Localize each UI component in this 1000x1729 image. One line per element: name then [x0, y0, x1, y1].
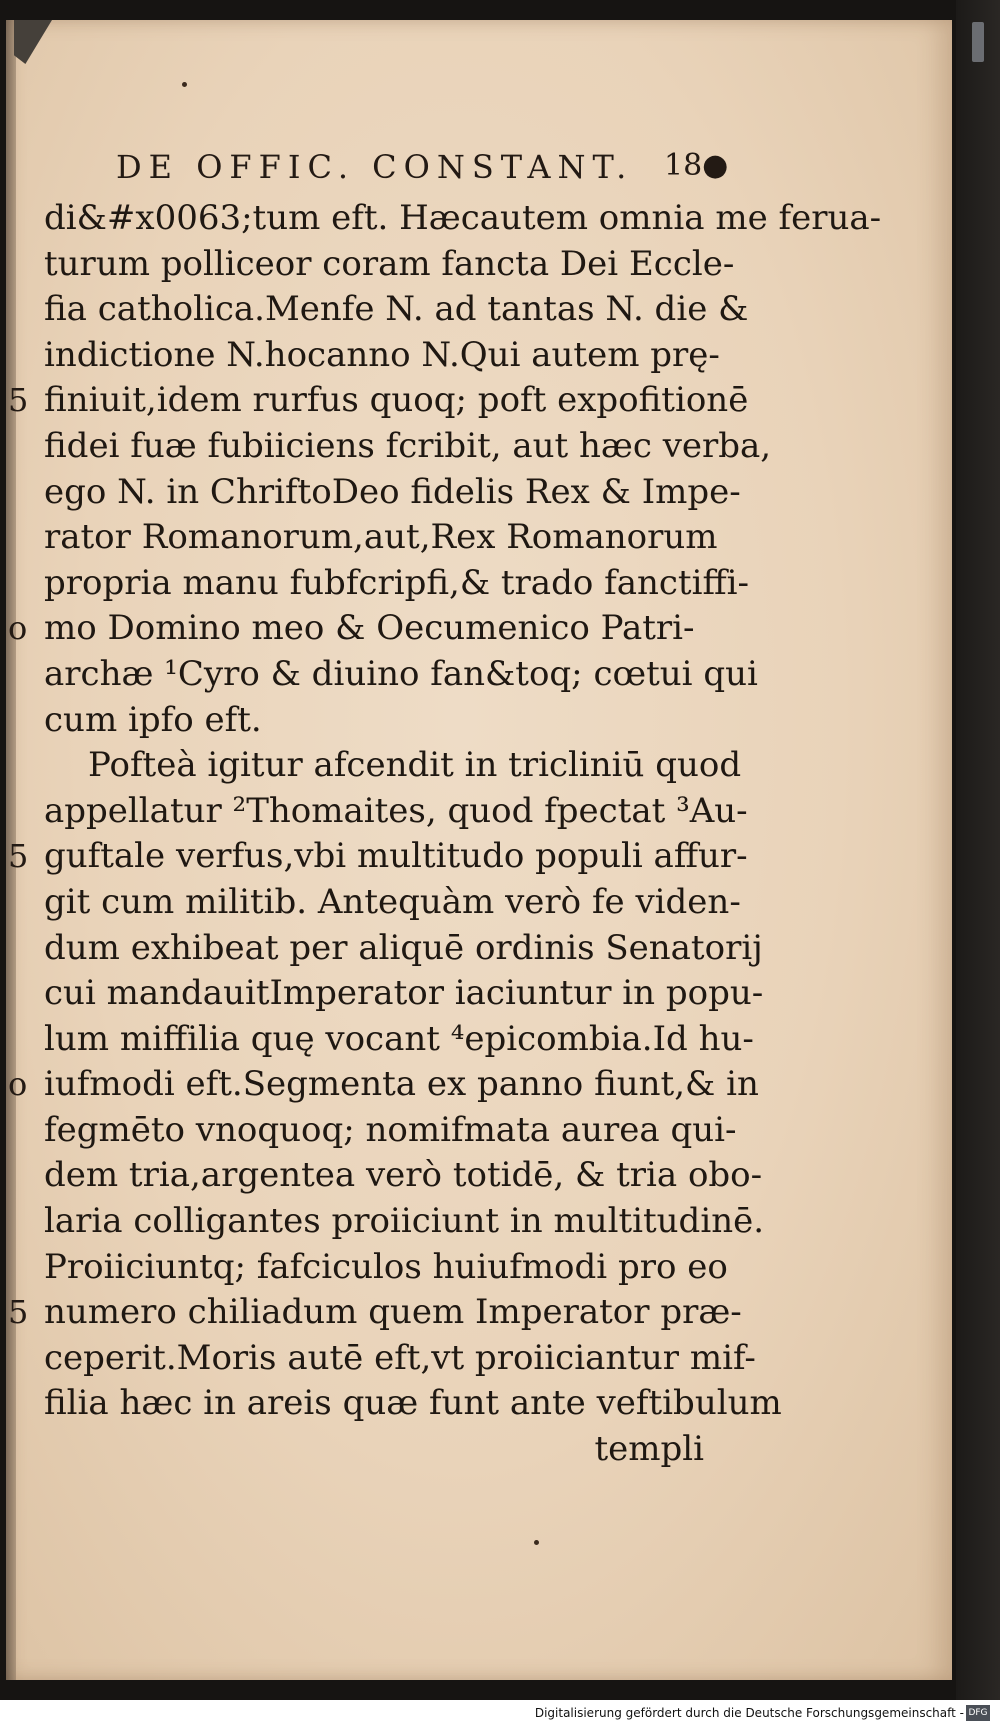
- text-line: indictione N.hocanno N.Qui autem prę-: [44, 334, 720, 375]
- text-line: iufmodi eft.Segmenta ex panno fiunt,& in: [44, 1064, 759, 1105]
- text-line: numero chiliadum quem Imperator præ-: [44, 1292, 742, 1333]
- margin-number: o: [8, 609, 28, 647]
- footer-credit: Digitalisierung gefördert durch die Deutsche Forschungsgemeinschaft -: [534, 1706, 964, 1720]
- text-line: finiuit,idem rurfus quoq; poft expofitionē: [44, 380, 749, 421]
- text-line: propria manu fubfcripfi,& trado fanctiffi-: [44, 562, 749, 603]
- text-line: Pofteà igitur afcendit in tricliniū quod: [88, 745, 742, 786]
- page-corner-mark: [14, 20, 52, 64]
- text-line: lum miffilia quę vocant ⁴epicombia.Id hu-: [44, 1018, 754, 1059]
- text-line: fidei fuæ fubiiciens fcribit, aut hæc verba,: [44, 425, 772, 466]
- text-line: mo Domino meo & Oecumenico Patri-: [44, 608, 695, 649]
- ink-speck: [182, 82, 187, 87]
- text-line: ceperit.Moris autē eft,vt proiiciantur mif-: [44, 1337, 756, 1378]
- text-line: Proiiciuntq; fafciculos huiufmodi pro eo: [44, 1246, 728, 1287]
- text-line: guftale verfus,vbi multitudo populi affur-: [44, 836, 748, 877]
- book-edge-shadow: [956, 0, 1000, 1700]
- text-line: archæ ¹Cyro & diuino fan&toq; cœtui qui: [44, 653, 758, 694]
- text-line: dum exhibeat per aliquē ordinis Senatorij: [44, 927, 763, 968]
- ink-speck: [534, 1540, 539, 1545]
- book-page: [6, 20, 952, 1680]
- text-line: cum ipfo eft.: [44, 699, 262, 740]
- body-text: [44, 196, 882, 1473]
- running-head-title: DE OFFIC. CONSTANT.: [116, 148, 634, 186]
- text-line: ego N. in ChriftoDeo fidelis Rex & Impe-: [44, 471, 741, 512]
- text-line: cui mandauitImperator iaciuntur in popu-: [44, 973, 764, 1014]
- text-line: di&#x0063;tum eft. Hæcautem omnia me ferua-: [44, 198, 882, 238]
- text-line: appellatur ²Thomaites, quod fpectat ³Au-: [44, 790, 748, 831]
- margin-number: 5: [8, 1293, 29, 1331]
- text-line: dem tria,argentea verò totidē, & tria obo-: [44, 1155, 763, 1196]
- text-line: filia hæc in areis quæ funt ante veftibulum: [44, 1383, 782, 1424]
- margin-number: 5: [8, 837, 29, 875]
- text-line: fegmēto vnoquoq; nomifmata aurea qui-: [44, 1109, 737, 1150]
- margin-number: 5: [8, 381, 29, 419]
- dfg-logo: DFG: [966, 1705, 990, 1721]
- margin-number: o: [8, 1065, 28, 1103]
- text-line: laria colligantes proiiciunt in multitudinē.: [44, 1201, 765, 1242]
- page-number: 18●: [664, 148, 729, 183]
- catchword: templi: [594, 1429, 704, 1470]
- text-line: fia catholica.Menfe N. ad tantas N. die &: [44, 289, 749, 330]
- text-line: git cum militib. Antequàm verò fe viden-: [44, 881, 741, 922]
- spine-clip: [972, 22, 984, 62]
- text-line: rator Romanorum,aut,Rex Romanorum: [44, 517, 718, 558]
- text-line: turum polliceor coram fancta Dei Eccle-: [44, 243, 735, 284]
